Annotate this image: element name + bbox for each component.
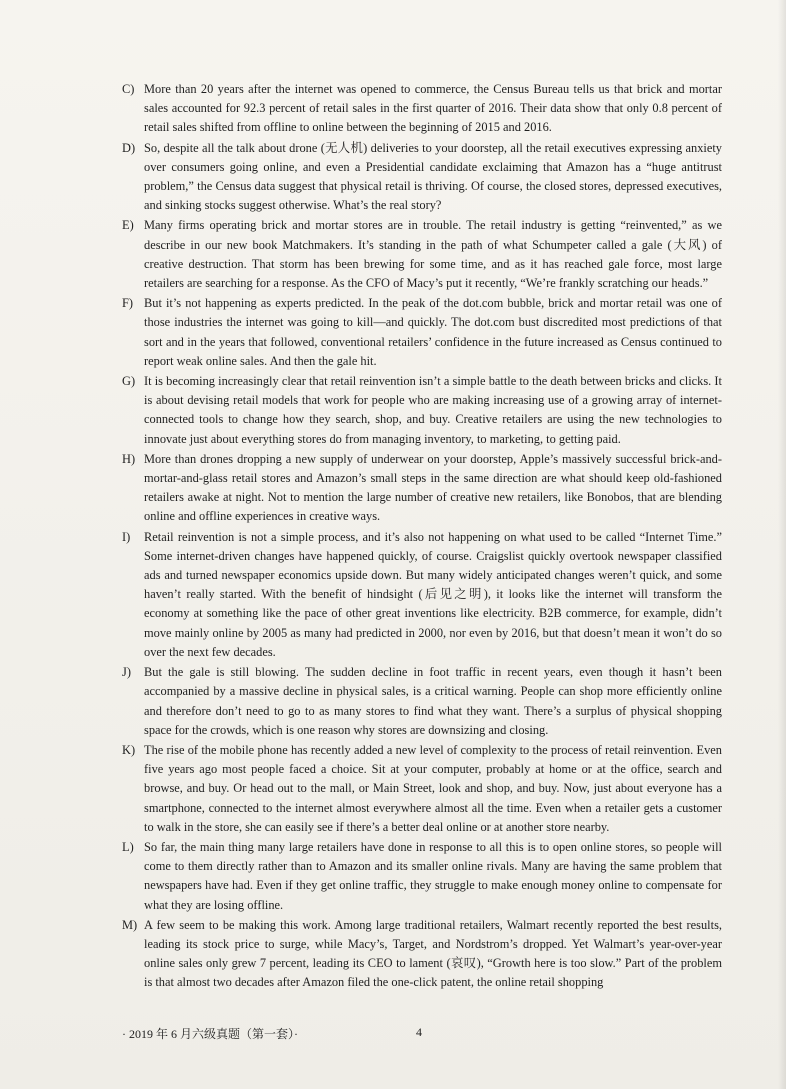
paragraph-letter: J) [122, 665, 131, 680]
paragraph-letter: C) [122, 82, 135, 96]
paragraph-text: The rise of the mobile phone has recently added a new level of complexity to the process of retail reinvention. Even five years ago most people faced a choice. Sit at your computer, probably at home or at the office, search and browse, and buy. Or head out to the mall, or Main Street, look and shop, and buy. Now, just about everyone has a smartphone, connected to the internet almost everywhere almost all the time. Even when a retailer gets a customer to walk in the store, she can easily see if there’s a better deal online or at another store nearby. [144, 742, 722, 834]
paragraph-letter: M) [122, 917, 138, 932]
paragraph-g [122, 372, 722, 449]
paragraph-m [122, 916, 722, 993]
paragraph-f [122, 294, 722, 371]
paragraph-c [122, 80, 722, 138]
page-number: 4 [416, 1025, 422, 1039]
paragraph-letter: H) [122, 451, 136, 466]
paragraph-letter: E) [122, 218, 134, 233]
paragraph-e [122, 216, 722, 293]
paragraph-text: But it’s not happening as experts predicted. In the peak of the dot.com bubble, brick and mortar retail was one of those industries the internet was going to kill—and quickly. The dot.com bust discredited most predictions of that sort and in the years that followed, conventional retailers’ confidence in the future increased as Census continued to report weak online sales. And then the gale hit. [144, 296, 722, 368]
paragraph-text: More than 20 years after the internet was opened to commerce, the Census Bureau tells us that brick and mortar sales accounted for 92.3 percent of retail sales in the first quarter of 2016. Their data show that only 0.8 percent of retail sales shifted from offline to online between the beginning of 2015 and 2016. [144, 82, 722, 135]
paragraph-text: But the gale is still blowing. The sudden decline in foot traffic in recent years, even though it hasn’t been accompanied by a massive decline in physical sales, is a critical warning. People can shop more efficiently online and therefore don’t need to go to as many stores to find what they want. There’s a surplus of physical shopping space for the crowds, which is one reason why stores are downsizing and closing. [144, 665, 722, 737]
paragraph-text: A few seem to be making this work. Among large traditional retailers, Walmart recently reported the best results, leading its stock price to surge, while Macy’s, Target, and Nordstrom’s dropped. Yet Walmart’s year-over-year online sales only grew 7 percent, leading its CEO to lament (哀叹), “Growth here is too slow.” Part of the problem is that almost two decades after Amazon filed the one-click patent, the online retail shopping [144, 917, 722, 990]
paragraph-letter: F) [122, 296, 134, 311]
paragraph-k [122, 741, 722, 837]
paragraph-d [122, 139, 722, 216]
paragraph-letter: I) [122, 529, 131, 544]
paragraph-h [122, 450, 722, 527]
paragraph-text: So far, the main thing many large retailers have done in response to all this is to open online stores, so people will come to them directly rather than to Amazon and its smaller online rivals. Many are having the same problem that newspapers have had. Even if they get online traffic, they struggle to make enough money online to compensate for what they are losing offline. [144, 839, 722, 912]
paragraph-letter: D) [122, 140, 136, 155]
paragraph-letter: L) [122, 839, 134, 854]
paragraph-letter: K) [122, 742, 136, 757]
paragraph-text: More than drones dropping a new supply of underwear on your doorstep, Apple’s massively successful brick-and-mortar-and-glass retail stores and Amazon’s small steps in the same direction are what should keep old-fashioned retailers awake at night. Not to mention the large number of creative new retailers, like Bonobos, that are blending online and offline experiences in creative ways. [144, 451, 722, 524]
paragraph-letter: G) [122, 374, 136, 389]
passage-body [122, 80, 722, 994]
paragraph-text: So, despite all the talk about drone (无人机) deliveries to your doorstep, all the retail executives expressing anxiety over consumers going online, and even a Presidential candidate exclaiming that Amazon has a “huge antitrust problem,” the Census data suggest that physical retail is thriving. Of course, the closed stores, depressed executives, and sinking stocks suggest otherwise. What’s the real story? [144, 140, 722, 213]
paragraph-text: Many firms operating brick and mortar stores are in trouble. The retail industry is getting “reinvented,” as we describe in our new book Matchmakers. It’s standing in the path of what Schumpeter called a gale (大风) of creative destruction. That storm has been brewing for some time, and as it has reached gale force, most large retailers are searching for a response. As the CFO of Macy’s put it recently, “We’re frankly scratching our heads.” [144, 218, 722, 291]
page-edge-shadow [778, 0, 786, 1089]
paragraph-j [122, 663, 722, 740]
paragraph-l [122, 838, 722, 915]
paragraph-i [122, 528, 722, 662]
paragraph-text: Retail reinvention is not a simple process, and it’s also not happening on what used to be called “Internet Time.” Some internet-driven changes have happened quickly, of course. Craigslist quickly overtook newspaper classified ads and turned newspaper economics upside down. But many widely anticipated changes weren’t quick, and some haven’t really started. With the benefit of hindsight (后见之明), it looks like the internet will transform the economy at something like the pace of other great inventions like electricity. B2B commerce, for example, didn’t move mainly online by 2005 as many had predicted in 2000, nor even by 2016, but that doesn’t mean it won’t do so over the next few decades. [144, 529, 722, 659]
exam-label: · 2019 年 6 月六级真题（第一套）· [122, 1027, 298, 1041]
paragraph-text: It is becoming increasingly clear that retail reinvention isn’t a simple battle to the death between bricks and clicks. It is about devising retail models that work for people who are making increasing use of a growing array of internet-connected tools to change how they search, shop, and buy. Creative retailers are using the new technologies to innovate just about everything stores do from managing inventory, to marketing, to getting paid. [144, 374, 722, 446]
